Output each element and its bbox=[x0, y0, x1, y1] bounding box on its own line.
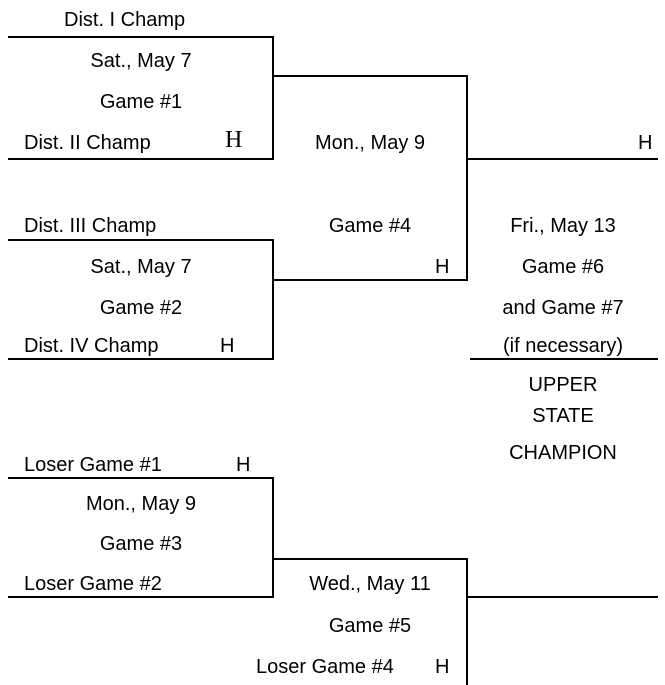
game5-date: Wed., May 11 bbox=[309, 573, 431, 595]
final-note: (if necessary) bbox=[502, 335, 624, 357]
champion-line-1: UPPER bbox=[528, 374, 598, 396]
line-game1-bottom bbox=[8, 158, 274, 160]
game4-label: Game #4 bbox=[328, 215, 412, 237]
team-dist-2: Dist. II Champ bbox=[24, 132, 151, 154]
game2-date: Sat., May 7 bbox=[90, 256, 192, 278]
team-loser-game4: Loser Game #4 bbox=[256, 656, 394, 678]
line-game2-right bbox=[272, 239, 274, 360]
game1-home-marker: H bbox=[225, 127, 243, 153]
game2-home-marker: H bbox=[220, 335, 235, 357]
team-loser-game1: Loser Game #1 bbox=[24, 454, 162, 476]
final-game-label: Game #6 bbox=[521, 256, 605, 278]
game5-home-marker: H bbox=[435, 656, 450, 678]
game3-date: Mon., May 9 bbox=[85, 493, 197, 515]
game1-date: Sat., May 7 bbox=[90, 50, 192, 72]
final-game-extra: and Game #7 bbox=[502, 297, 624, 319]
line-final-top bbox=[466, 158, 658, 160]
line-game2-bottom bbox=[8, 358, 274, 360]
line-game4-right bbox=[466, 75, 468, 281]
line-game3-top bbox=[8, 477, 274, 479]
line-game4-top bbox=[272, 75, 468, 77]
champion-line-3: CHAMPION bbox=[509, 442, 617, 464]
line-game5-advance bbox=[466, 596, 658, 598]
game4-home-marker: H bbox=[435, 256, 450, 278]
team-dist-3: Dist. III Champ bbox=[24, 215, 157, 237]
team-dist-1: Dist. I Champ bbox=[64, 9, 186, 31]
game2-label: Game #2 bbox=[99, 297, 183, 319]
game3-label: Game #3 bbox=[99, 533, 183, 555]
line-game1-top bbox=[8, 36, 274, 38]
final-date: Fri., May 13 bbox=[510, 215, 616, 237]
final-home-marker: H bbox=[638, 132, 653, 154]
game5-label: Game #5 bbox=[328, 615, 412, 637]
line-game4-bottom bbox=[272, 279, 468, 281]
team-loser-game2: Loser Game #2 bbox=[24, 573, 162, 595]
game1-label: Game #1 bbox=[99, 91, 183, 113]
line-final-bottom bbox=[470, 358, 658, 360]
line-game2-top bbox=[8, 239, 274, 241]
game3-home-marker: H bbox=[236, 454, 251, 476]
champion-line-2: STATE bbox=[532, 405, 594, 427]
line-game5-right bbox=[466, 558, 468, 685]
line-game3-bottom bbox=[8, 596, 274, 598]
team-dist-4: Dist. IV Champ bbox=[24, 335, 159, 357]
game4-date: Mon., May 9 bbox=[314, 132, 426, 154]
line-game5-top bbox=[272, 558, 468, 560]
